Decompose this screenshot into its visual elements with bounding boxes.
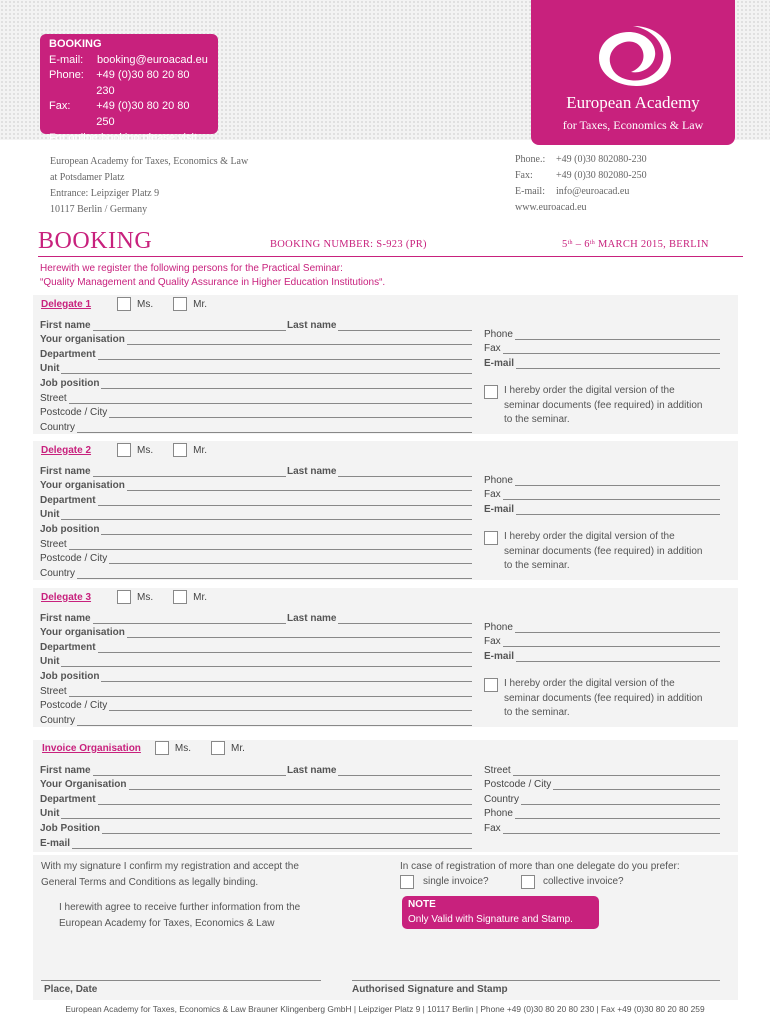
organisation-label: Your organisation	[40, 334, 125, 346]
first-name-label: First name	[40, 465, 91, 477]
invoice-last-name-field[interactable]	[338, 767, 472, 776]
first-name-label: First name	[40, 764, 91, 776]
contact-phone-label: Phone.:	[515, 154, 546, 165]
delegate-3-street-field[interactable]	[69, 688, 472, 697]
delegate-2-postcode-city-field[interactable]	[109, 555, 472, 564]
delegate-1-job-position-field[interactable]	[101, 380, 472, 389]
unit-label: Unit	[40, 509, 60, 521]
invoice-phone-field[interactable]	[515, 810, 720, 819]
booking-fax: +49 (0)30 80 20 80 250	[96, 100, 190, 128]
email-label: E-mail	[484, 503, 515, 515]
booking-phone: +49 (0)30 80 20 80 230	[96, 69, 190, 97]
signature-label: Authorised Signature and Stamp	[352, 984, 508, 995]
phone-label: Phone	[484, 621, 513, 633]
phone-label: Phone	[484, 328, 513, 340]
digital-docs-order-text	[504, 384, 702, 428]
delegate-2-street-field[interactable]	[69, 541, 472, 550]
ms-label: Ms.	[137, 591, 154, 603]
street-label: Street	[484, 764, 511, 776]
job-position-label: Job Position	[40, 822, 100, 834]
delegate-3-unit-field[interactable]	[61, 658, 472, 667]
invoice-fax-field[interactable]	[503, 825, 720, 834]
phone-label: Phone	[484, 808, 513, 820]
fax-label: Fax	[484, 343, 501, 355]
terms-line: With my signature I confirm my registration and accept the	[41, 861, 299, 872]
delegate-2-ms-checkbox[interactable]	[117, 443, 131, 457]
collective-invoice-checkbox[interactable]	[521, 875, 535, 889]
phone-label: Phone	[484, 474, 513, 486]
single-invoice-label: single invoice?	[423, 876, 489, 887]
mr-label: Mr.	[193, 444, 208, 456]
invoice-title: Invoice Organisation	[42, 742, 141, 754]
address-line: at Potsdamer Platz	[50, 172, 125, 183]
delegate-2-fax-field[interactable]	[503, 491, 720, 500]
order-line: I hereby order the digital version of the	[504, 678, 675, 689]
postcode-city-label: Postcode / City	[40, 553, 108, 565]
last-name-label: Last name	[287, 612, 337, 624]
organisation-label: Your Organisation	[40, 779, 127, 791]
first-name-label: First name	[40, 612, 91, 624]
delegate-3-digital-docs-checkbox[interactable]	[484, 678, 498, 692]
delegate-title: Delegate 2	[41, 444, 92, 456]
academy-logo	[531, 0, 735, 145]
contact-details	[515, 152, 647, 216]
intro-line: Herewith we register the following persons for the Practical Seminar:	[40, 263, 343, 274]
terms-line: General Terms and Conditions as legally binding.	[41, 877, 259, 888]
delegate-1-postcode-city-field[interactable]	[109, 409, 472, 418]
order-line: I hereby order the digital version of the	[504, 385, 675, 396]
delegate-3-postcode-city-field[interactable]	[109, 702, 472, 711]
divider	[38, 256, 743, 257]
job-position-label: Job position	[40, 377, 100, 389]
delegate-1-mr-checkbox[interactable]	[173, 297, 187, 311]
delegate-2-phone-field[interactable]	[515, 477, 720, 486]
page-title: BOOKING	[38, 228, 153, 254]
logo-subtitle: for Taxes, Economics & Law	[562, 118, 704, 132]
ms-label: Ms.	[137, 298, 154, 310]
mr-label: Mr.	[231, 742, 245, 754]
delegate-2-unit-field[interactable]	[61, 511, 472, 520]
delegate-1-street-field[interactable]	[69, 395, 472, 404]
note-box	[402, 896, 599, 929]
invoice-organisation-panel	[33, 740, 738, 852]
delegate-panel-2	[33, 441, 738, 580]
postcode-city-label: Postcode / City	[484, 779, 552, 791]
contact-email-link[interactable]: info@euroacad.eu	[556, 186, 630, 197]
department-label: Department	[40, 641, 96, 653]
street-label: Street	[40, 538, 67, 550]
delegate-3-email-field[interactable]	[516, 653, 720, 662]
first-name-label: First name	[40, 319, 91, 331]
delegate-1-first-name-field[interactable]	[93, 322, 286, 331]
multi-delegate-question: In case of registration of more than one delegate do you prefer:	[400, 861, 680, 872]
invoice-postcode-city-field[interactable]	[553, 781, 720, 790]
unit-label: Unit	[40, 808, 60, 820]
info-agreement	[59, 900, 300, 932]
intro-text	[40, 262, 385, 290]
order-line: seminar documents (fee required) in addition	[504, 692, 703, 704]
booking-box-title: BOOKING	[49, 38, 102, 50]
order-line: seminar documents (fee required) in addition	[504, 399, 703, 411]
note-title: NOTE	[408, 899, 436, 910]
delegate-2-job-position-field[interactable]	[101, 526, 472, 535]
delegate-3-department-field[interactable]	[98, 644, 472, 653]
delegate-panel-3	[33, 588, 738, 727]
invoice-street-field[interactable]	[513, 767, 720, 776]
email-label: E-mail:	[49, 53, 84, 66]
delegate-3-last-name-field[interactable]	[338, 615, 472, 624]
country-label: Country	[40, 714, 76, 726]
fax-label: Fax:	[49, 100, 71, 113]
delegate-title: Delegate 3	[41, 591, 92, 603]
date-end: – 6	[572, 239, 590, 250]
invoice-first-name-field[interactable]	[93, 767, 286, 776]
delegate-3-mr-checkbox[interactable]	[173, 590, 187, 604]
invoice-job-position-field[interactable]	[102, 825, 472, 834]
seminar-dates	[562, 239, 709, 250]
last-name-label: Last name	[287, 465, 337, 477]
delegate-3-fax-field[interactable]	[503, 638, 720, 647]
phone-label: Phone:	[49, 69, 84, 82]
delegate-3-first-name-field[interactable]	[93, 615, 286, 624]
street-label: Street	[40, 685, 67, 697]
digital-docs-order-text	[504, 677, 702, 721]
country-label: Country	[484, 793, 520, 805]
delegate-1-digital-docs-checkbox[interactable]	[484, 385, 498, 399]
delegate-2-department-field[interactable]	[98, 497, 472, 506]
delegate-3-ms-checkbox[interactable]	[117, 590, 131, 604]
delegate-title: Delegate 1	[41, 298, 92, 310]
address-line: 10117 Berlin / Germany	[50, 204, 148, 215]
delegate-1-country-field[interactable]	[77, 424, 472, 433]
ms-label: Ms.	[174, 742, 192, 754]
email-label: E-mail	[40, 837, 71, 849]
delegate-1-ms-checkbox[interactable]	[117, 297, 131, 311]
job-position-label: Job position	[40, 523, 100, 535]
digital-docs-order-text	[504, 530, 702, 574]
delegate-1-email-field[interactable]	[516, 360, 720, 369]
street-label: Street	[40, 392, 67, 404]
delegate-3-job-position-field[interactable]	[101, 673, 472, 682]
invoice-ms-checkbox[interactable]	[155, 741, 169, 755]
order-line: to the seminar.	[504, 707, 570, 719]
agreement-line: European Academy for Taxes, Economics & Law	[59, 918, 275, 929]
invoice-unit-field[interactable]	[61, 810, 472, 819]
country-label: Country	[40, 567, 76, 579]
unit-label: Unit	[40, 656, 60, 668]
mr-label: Mr.	[193, 298, 208, 310]
delegate-2-country-field[interactable]	[77, 570, 472, 579]
postcode-city-label: Postcode / City	[40, 407, 108, 419]
email-label: E-mail	[484, 357, 515, 369]
order-line: I hereby order the digital version of the	[504, 531, 675, 542]
ms-label: Ms.	[137, 444, 154, 456]
organisation-label: Your organisation	[40, 627, 125, 639]
department-label: Department	[40, 348, 96, 360]
contact-fax-label: Fax:	[515, 170, 533, 181]
unit-label: Unit	[40, 363, 60, 375]
date-start: 5	[562, 239, 568, 250]
invoice-country-field[interactable]	[521, 796, 720, 805]
invoice-mr-checkbox[interactable]	[211, 741, 225, 755]
intro-seminar-title: “Quality Management and Quality Assurance in Higher Education Institutions“.	[40, 277, 386, 288]
date-month-place: MARCH 2015, BERLIN	[595, 239, 709, 250]
place-date-label: Place, Date	[44, 984, 98, 995]
invoice-email-field[interactable]	[72, 840, 472, 849]
date-start-suffix: th	[567, 240, 573, 246]
online-booking-website[interactable]: our website: www.euroacad.eu	[49, 147, 199, 160]
delegate-1-phone-field[interactable]	[515, 331, 720, 340]
delegate-3-organisation-field[interactable]	[127, 629, 472, 638]
organisation-label: Your organisation	[40, 480, 125, 492]
agreement-line: I herewith agree to receive further information from the	[59, 902, 301, 913]
date-end-suffix: th	[589, 240, 596, 246]
fax-label: Fax	[484, 822, 501, 834]
contact-phone: +49 (0)30 802080-230	[556, 154, 647, 165]
place-date-line[interactable]	[41, 980, 321, 981]
delegate-2-email-field[interactable]	[516, 506, 720, 515]
booking-email-link[interactable]: booking@euroacad.eu	[97, 53, 208, 66]
address-line: Entrance: Leipziger Platz 9	[50, 188, 160, 199]
department-label: Department	[40, 793, 96, 805]
mr-label: Mr.	[193, 591, 208, 603]
contact-fax: +49 (0)30 802080-250	[556, 170, 647, 181]
collective-invoice-label: collective invoice?	[543, 876, 624, 887]
invoice-department-field[interactable]	[98, 796, 472, 805]
terms-confirmation	[41, 859, 299, 891]
booking-number: BOOKING NUMBER: S-923 (PR)	[270, 239, 427, 250]
last-name-label: Last name	[287, 764, 337, 776]
invoice-organisation-field[interactable]	[129, 781, 473, 790]
logo-swirl-icon	[585, 22, 681, 88]
order-line: to the seminar.	[504, 560, 570, 572]
postal-address	[50, 154, 248, 218]
delegate-2-organisation-field[interactable]	[127, 482, 472, 491]
email-label: E-mail	[484, 650, 515, 662]
department-label: Department	[40, 494, 96, 506]
delegate-1-fax-field[interactable]	[503, 345, 720, 354]
online-booking-text: For online booking please visit	[49, 131, 197, 144]
delegate-2-first-name-field[interactable]	[93, 468, 286, 477]
footer-text: European Academy for Taxes, Economics & Law Brauner Klingenberg GmbH | Leipziger Platz 9 | 10117 Berlin | Phone +49 (0)30 80 20 80 230 | Fax +49 (0)30 80 20 80 259	[65, 1004, 705, 1014]
address-line: European Academy for Taxes, Economics & Law	[50, 156, 249, 167]
delegate-1-last-name-field[interactable]	[338, 322, 472, 331]
fax-label: Fax	[484, 636, 501, 648]
delegate-panel-1	[33, 295, 738, 434]
order-line: seminar documents (fee required) in addition	[504, 545, 703, 557]
postcode-city-label: Postcode / City	[40, 700, 108, 712]
delegate-3-country-field[interactable]	[77, 717, 472, 726]
single-invoice-checkbox[interactable]	[400, 875, 414, 889]
country-label: Country	[40, 421, 76, 433]
delegate-2-mr-checkbox[interactable]	[173, 443, 187, 457]
delegate-3-phone-field[interactable]	[515, 624, 720, 633]
signature-line[interactable]	[352, 980, 720, 981]
job-position-label: Job position	[40, 670, 100, 682]
last-name-label: Last name	[287, 319, 337, 331]
contact-email-label: E-mail:	[515, 186, 545, 197]
delegate-1-organisation-field[interactable]	[127, 336, 472, 345]
fax-label: Fax	[484, 489, 501, 501]
delegate-2-last-name-field[interactable]	[338, 468, 472, 477]
order-line: to the seminar.	[504, 414, 570, 426]
delegate-2-digital-docs-checkbox[interactable]	[484, 531, 498, 545]
note-text: Only Valid with Signature and Stamp.	[408, 914, 573, 925]
delegate-1-unit-field[interactable]	[61, 365, 472, 374]
logo-name: European Academy	[566, 93, 700, 112]
contact-website-link[interactable]: www.euroacad.eu	[515, 202, 587, 213]
delegate-1-department-field[interactable]	[98, 351, 472, 360]
booking-contact-box	[40, 34, 218, 160]
invoice-preference	[400, 874, 624, 890]
